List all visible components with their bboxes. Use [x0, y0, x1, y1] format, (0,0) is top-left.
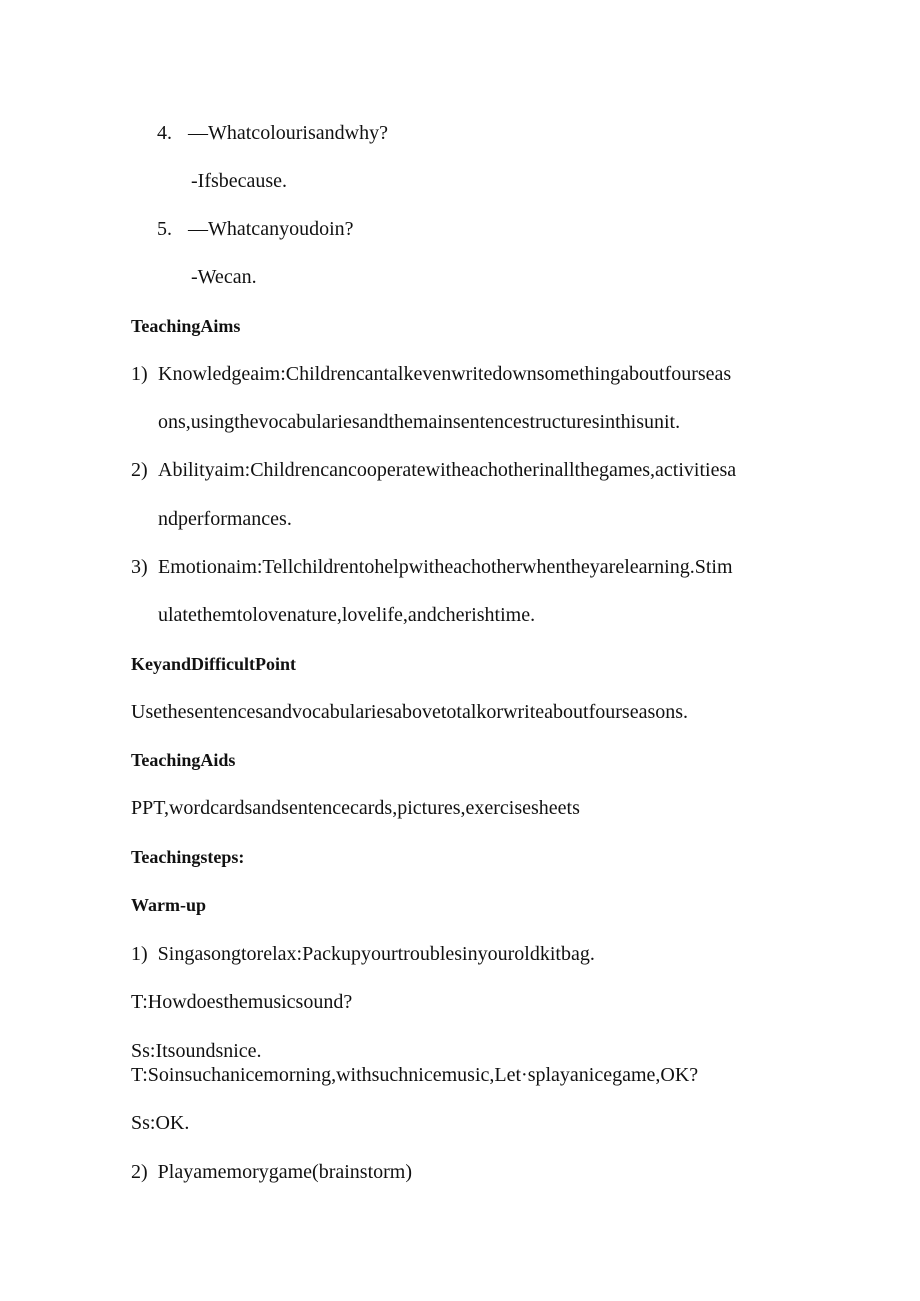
teacher-line-1: T:Howdoesthemusicsound? [131, 991, 353, 1013]
students-line-1: Ss:Itsoundsnice. [131, 1040, 262, 1062]
aim-knowledge-continued: ons,usingthevocabulariesandthemainsentencestructuresinthisunit. [158, 411, 681, 433]
item-number-4: 4. [157, 122, 172, 144]
aim-emotion: Emotionaim:Tellchildrentohelpwitheachotherwhentheyarelearning.Stim [158, 556, 733, 578]
aim-number-3: 3) [131, 556, 148, 578]
teaching-aids-text: PPT,wordcardsandsentencecards,pictures,exercisesheets [131, 797, 580, 819]
teacher-line-2: T:Soinsuchanicemorning,withsuchnicemusic,Let·splayanicegame,OK? [131, 1064, 699, 1086]
aim-ability: Abilityaim:Childrencancooperatewitheachotherinallthegames,activitiesa [158, 459, 737, 481]
warmup-step-1: 1) Singasongtorelax:Packupyourtroublesinyouroldkitbag. [131, 943, 595, 965]
heading-teaching-aims: TeachingAims [131, 316, 241, 336]
warmup-step-2: 2) Playamemorygame(brainstorm) [131, 1161, 413, 1183]
aim-ability-continued: ndperformances. [158, 508, 292, 530]
item-number-5: 5. [157, 218, 172, 240]
dialogue-question-4: —Whatcolourisandwhy? [188, 122, 388, 144]
heading-warm-up: Warm-up [131, 895, 207, 915]
heading-key-difficult-point: KeyandDifficultPoint [131, 654, 296, 674]
heading-teaching-aids: TeachingAids [131, 750, 236, 770]
key-point-text: Usethesentencesandvocabulariesabovetotalkorwriteaboutfourseasons. [131, 701, 689, 723]
students-line-2: Ss:OK. [131, 1112, 190, 1134]
dialogue-answer-5: -Wecan. [191, 266, 257, 288]
aim-number-1: 1) [131, 363, 148, 385]
dialogue-answer-4: -Ifsbecause. [191, 170, 288, 192]
dialogue-question-5: —Whatcanyoudoin? [188, 218, 354, 240]
aim-knowledge: Knowledgeaim:Childrencantalkevenwritedownsomethingaboutfourseas [158, 363, 732, 385]
aim-emotion-continued: ulatethemtolovenature,lovelife,andcherishtime. [158, 604, 536, 626]
heading-teaching-steps: Teachingsteps: [131, 847, 245, 867]
aim-number-2: 2) [131, 459, 148, 481]
